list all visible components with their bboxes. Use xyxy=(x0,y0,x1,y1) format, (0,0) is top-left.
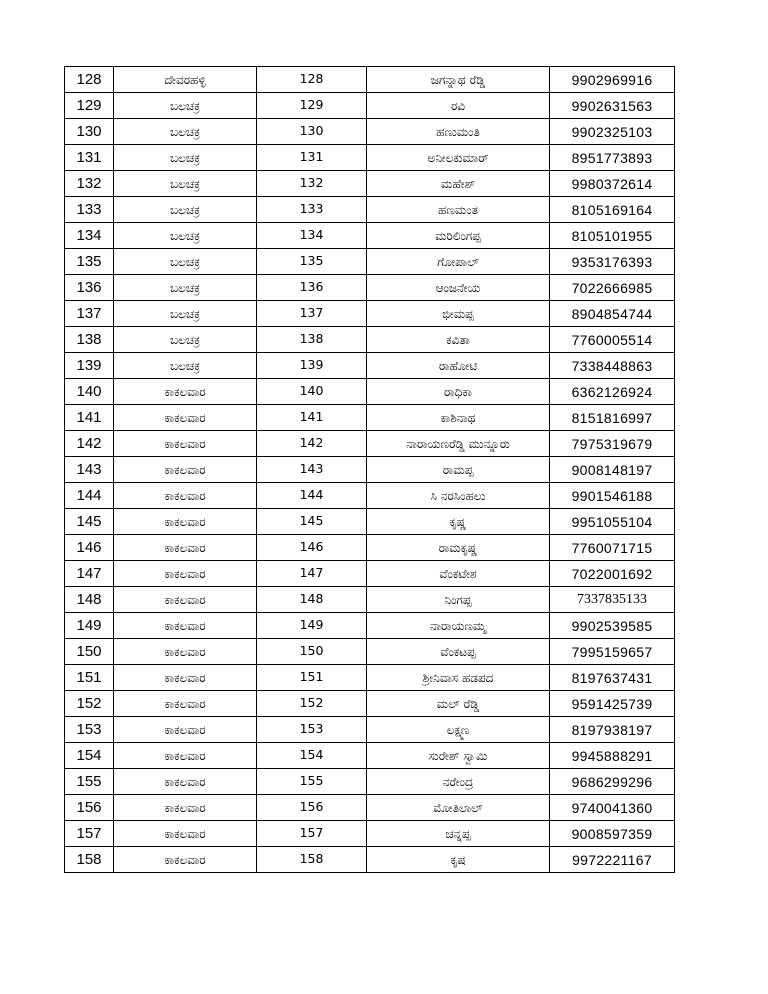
serial-number-cell: 136 xyxy=(65,275,114,301)
serial-number-cell: 128 xyxy=(65,67,114,93)
table-row xyxy=(65,665,675,691)
phone-number-cell: 9353176393 xyxy=(550,249,675,275)
serial-number-cell: 147 xyxy=(65,561,114,587)
table-row xyxy=(65,457,675,483)
village-cell: ಕಾಕಲವಾರ xyxy=(114,561,257,587)
village-cell: ಕಾಕಲವಾರ xyxy=(114,795,257,821)
person-name-cell: ಸಿ ನರಸಿಂಹಲು xyxy=(367,483,550,509)
entry-number-cell: 133 xyxy=(257,197,367,223)
entry-number-cell: 137 xyxy=(257,301,367,327)
serial-number-cell: 130 xyxy=(65,119,114,145)
table-row xyxy=(65,769,675,795)
table-row xyxy=(65,483,675,509)
village-cell: ಕಾಕಲವಾರ xyxy=(114,509,257,535)
person-name-cell: ನಾರಾಯಣಮ್ಮ xyxy=(367,613,550,639)
village-cell: ಬಲಚಕ್ರ xyxy=(114,145,257,171)
phone-number-cell: 8151816997 xyxy=(550,405,675,431)
table-row xyxy=(65,587,675,613)
serial-number-cell: 146 xyxy=(65,535,114,561)
table-row xyxy=(65,275,675,301)
village-cell: ಕಾಕಲವಾರ xyxy=(114,457,257,483)
serial-number-cell: 158 xyxy=(65,847,114,873)
phone-number-cell: 9740041360 xyxy=(550,795,675,821)
entry-number-cell: 144 xyxy=(257,483,367,509)
village-cell: ಕಾಕಲವಾರ xyxy=(114,483,257,509)
person-name-cell: ಜಗನ್ನಾಥ ರೆಡ್ಡಿ xyxy=(367,67,550,93)
village-cell: ಬಲಚಕ್ರ xyxy=(114,119,257,145)
table-row xyxy=(65,67,675,93)
serial-number-cell: 156 xyxy=(65,795,114,821)
entry-number-cell: 152 xyxy=(257,691,367,717)
table-row xyxy=(65,509,675,535)
person-name-cell: ಕವಿತಾ xyxy=(367,327,550,353)
person-name-cell: ಲಕ್ಷ್ಮಣ xyxy=(367,717,550,743)
village-cell: ಕಾಕಲವಾರ xyxy=(114,535,257,561)
table-row xyxy=(65,327,675,353)
entry-number-cell: 148 xyxy=(257,587,367,613)
table-row xyxy=(65,93,675,119)
person-name-cell: ರವಿ xyxy=(367,93,550,119)
phone-number-cell: 9902325103 xyxy=(550,119,675,145)
entry-number-cell: 151 xyxy=(257,665,367,691)
phone-number-cell: 7022001692 xyxy=(550,561,675,587)
phone-number-cell: 9951055104 xyxy=(550,509,675,535)
person-name-cell: ಮೋತಿಲಾಲ್ xyxy=(367,795,550,821)
entry-number-cell: 132 xyxy=(257,171,367,197)
person-name-cell: ಶ್ರೀನಿವಾಸ ಹಡಪದ xyxy=(367,665,550,691)
phone-number-cell: 9901546188 xyxy=(550,483,675,509)
phone-number-cell: 9008597359 xyxy=(550,821,675,847)
table-row xyxy=(65,561,675,587)
serial-number-cell: 134 xyxy=(65,223,114,249)
person-name-cell: ಚನ್ನಪ್ಪ xyxy=(367,821,550,847)
village-cell: ಬಲಚಕ್ರ xyxy=(114,301,257,327)
person-name-cell: ರಾಮಪ್ಪ xyxy=(367,457,550,483)
beneficiary-table xyxy=(64,66,675,873)
entry-number-cell: 138 xyxy=(257,327,367,353)
phone-number-cell: 9972221167 xyxy=(550,847,675,873)
table-row xyxy=(65,847,675,873)
serial-number-cell: 148 xyxy=(65,587,114,613)
table-row xyxy=(65,379,675,405)
person-name-cell: ರಾಮಕೃಷ್ಣ xyxy=(367,535,550,561)
village-cell: ಬಲಚಕ್ರ xyxy=(114,197,257,223)
table-row xyxy=(65,691,675,717)
entry-number-cell: 140 xyxy=(257,379,367,405)
table-row xyxy=(65,431,675,457)
person-name-cell: ವೆಂಕಟೇಶ xyxy=(367,561,550,587)
entry-number-cell: 149 xyxy=(257,613,367,639)
village-cell: ಕಾಕಲವಾರ xyxy=(114,613,257,639)
person-name-cell: ನರೇಂದ್ರ xyxy=(367,769,550,795)
serial-number-cell: 149 xyxy=(65,613,114,639)
phone-number-cell: 7022666985 xyxy=(550,275,675,301)
serial-number-cell: 139 xyxy=(65,353,114,379)
table-row xyxy=(65,535,675,561)
entry-number-cell: 134 xyxy=(257,223,367,249)
serial-number-cell: 138 xyxy=(65,327,114,353)
village-cell: ಕಾಕಲವಾರ xyxy=(114,743,257,769)
village-cell: ಬಲಚಕ್ರ xyxy=(114,93,257,119)
entry-number-cell: 154 xyxy=(257,743,367,769)
table-row xyxy=(65,145,675,171)
phone-number-cell: 8105169164 xyxy=(550,197,675,223)
person-name-cell: ನಾರಾಯಣರೆಡ್ಡಿ ಮುನ್ನೂರು xyxy=(367,431,550,457)
village-cell: ಬಲಚಕ್ರ xyxy=(114,327,257,353)
phone-number-cell: 8951773893 xyxy=(550,145,675,171)
phone-number-cell: 8197938197 xyxy=(550,717,675,743)
serial-number-cell: 135 xyxy=(65,249,114,275)
person-name-cell: ಗೋಪಾಲ್ xyxy=(367,249,550,275)
entry-number-cell: 158 xyxy=(257,847,367,873)
phone-number-cell: 9945888291 xyxy=(550,743,675,769)
entry-number-cell: 143 xyxy=(257,457,367,483)
serial-number-cell: 141 xyxy=(65,405,114,431)
table-row xyxy=(65,613,675,639)
serial-number-cell: 140 xyxy=(65,379,114,405)
table-row xyxy=(65,301,675,327)
serial-number-cell: 157 xyxy=(65,821,114,847)
person-name-cell: ಹಣುಮಂತಿ xyxy=(367,119,550,145)
village-cell: ಬಲಚಕ್ರ xyxy=(114,171,257,197)
person-name-cell: ರಾಧಿಕಾ xyxy=(367,379,550,405)
entry-number-cell: 150 xyxy=(257,639,367,665)
serial-number-cell: 129 xyxy=(65,93,114,119)
table-row xyxy=(65,223,675,249)
serial-number-cell: 151 xyxy=(65,665,114,691)
village-cell: ಕಾಕಲವಾರ xyxy=(114,379,257,405)
entry-number-cell: 156 xyxy=(257,795,367,821)
phone-number-cell: 9902631563 xyxy=(550,93,675,119)
serial-number-cell: 143 xyxy=(65,457,114,483)
entry-number-cell: 157 xyxy=(257,821,367,847)
village-cell: ಕಾಕಲವಾರ xyxy=(114,431,257,457)
serial-number-cell: 137 xyxy=(65,301,114,327)
entry-number-cell: 145 xyxy=(257,509,367,535)
serial-number-cell: 155 xyxy=(65,769,114,795)
village-cell: ಬಲಚಕ್ರ xyxy=(114,275,257,301)
entry-number-cell: 155 xyxy=(257,769,367,795)
village-cell: ಕಾಕಲವಾರ xyxy=(114,691,257,717)
person-name-cell: ಸುರೇಶ್ ಸ್ವಾಮಿ xyxy=(367,743,550,769)
entry-number-cell: 139 xyxy=(257,353,367,379)
person-name-cell: ಮಹೇಶ್ xyxy=(367,171,550,197)
person-name-cell: ಅನೀಲಕುಮಾರ್ xyxy=(367,145,550,171)
serial-number-cell: 132 xyxy=(65,171,114,197)
person-name-cell: ನಿಂಗಪ್ಪ xyxy=(367,587,550,613)
serial-number-cell: 145 xyxy=(65,509,114,535)
phone-number-cell: 7760005514 xyxy=(550,327,675,353)
table-row xyxy=(65,405,675,431)
village-cell: ಕಾಕಲವಾರ xyxy=(114,717,257,743)
phone-number-cell: 9008148197 xyxy=(550,457,675,483)
entry-number-cell: 146 xyxy=(257,535,367,561)
village-cell: ಕಾಕಲವಾರ xyxy=(114,639,257,665)
entry-number-cell: 130 xyxy=(257,119,367,145)
table-row xyxy=(65,717,675,743)
entry-number-cell: 136 xyxy=(257,275,367,301)
village-cell: ದೇವರಹಳ್ಳಿ xyxy=(114,67,257,93)
phone-number-cell: 7337835133 xyxy=(550,587,675,613)
phone-number-cell: 8197637431 xyxy=(550,665,675,691)
entry-number-cell: 135 xyxy=(257,249,367,275)
table-row xyxy=(65,353,675,379)
village-cell: ಬಲಚಕ್ರ xyxy=(114,249,257,275)
entry-number-cell: 128 xyxy=(257,67,367,93)
phone-number-cell: 9686299296 xyxy=(550,769,675,795)
phone-number-cell: 6362126924 xyxy=(550,379,675,405)
person-name-cell: ಕೃಷ್ಣ xyxy=(367,509,550,535)
village-cell: ಕಾಕಲವಾರ xyxy=(114,821,257,847)
phone-number-cell: 9902539585 xyxy=(550,613,675,639)
entry-number-cell: 129 xyxy=(257,93,367,119)
phone-number-cell: 9902969916 xyxy=(550,67,675,93)
person-name-cell: ಮರಿಲಿಂಗಪ್ಪ xyxy=(367,223,550,249)
serial-number-cell: 142 xyxy=(65,431,114,457)
table-row xyxy=(65,171,675,197)
village-cell: ಕಾಕಲವಾರ xyxy=(114,769,257,795)
village-cell: ಕಾಕಲವಾರ xyxy=(114,405,257,431)
table-row xyxy=(65,821,675,847)
table-row xyxy=(65,119,675,145)
table-row xyxy=(65,639,675,665)
serial-number-cell: 131 xyxy=(65,145,114,171)
village-cell: ಬಲಚಕ್ರ xyxy=(114,353,257,379)
person-name-cell: ಭೀಮಪ್ಪ xyxy=(367,301,550,327)
phone-number-cell: 8904854744 xyxy=(550,301,675,327)
entry-number-cell: 141 xyxy=(257,405,367,431)
phone-number-cell: 7995159657 xyxy=(550,639,675,665)
village-cell: ಬಲಚಕ್ರ xyxy=(114,223,257,249)
village-cell: ಕಾಕಲವಾರ xyxy=(114,847,257,873)
village-cell: ಕಾಕಲವಾರ xyxy=(114,587,257,613)
entry-number-cell: 147 xyxy=(257,561,367,587)
table-body xyxy=(65,67,675,873)
serial-number-cell: 154 xyxy=(65,743,114,769)
phone-number-cell: 7760071715 xyxy=(550,535,675,561)
person-name-cell: ಹಣಮಂತ xyxy=(367,197,550,223)
table-row xyxy=(65,795,675,821)
entry-number-cell: 153 xyxy=(257,717,367,743)
serial-number-cell: 133 xyxy=(65,197,114,223)
person-name-cell: ಆಂಜನೇಯ xyxy=(367,275,550,301)
person-name-cell: ಮಲ್ ರೆಡ್ಡಿ xyxy=(367,691,550,717)
entry-number-cell: 131 xyxy=(257,145,367,171)
table-row xyxy=(65,249,675,275)
phone-number-cell: 9591425739 xyxy=(550,691,675,717)
phone-number-cell: 7338448863 xyxy=(550,353,675,379)
serial-number-cell: 144 xyxy=(65,483,114,509)
entry-number-cell: 142 xyxy=(257,431,367,457)
phone-number-cell: 9980372614 xyxy=(550,171,675,197)
person-name-cell: ಕೃಷ xyxy=(367,847,550,873)
serial-number-cell: 153 xyxy=(65,717,114,743)
person-name-cell: ಕಾಶಿನಾಥ xyxy=(367,405,550,431)
table-row xyxy=(65,197,675,223)
village-cell: ಕಾಕಲವಾರ xyxy=(114,665,257,691)
person-name-cell: ವೆಂಕಟಪ್ಪ xyxy=(367,639,550,665)
serial-number-cell: 150 xyxy=(65,639,114,665)
table-row xyxy=(65,743,675,769)
serial-number-cell: 152 xyxy=(65,691,114,717)
person-name-cell: ರಾಹೋಟಿ xyxy=(367,353,550,379)
phone-number-cell: 8105101955 xyxy=(550,223,675,249)
phone-number-cell: 7975319679 xyxy=(550,431,675,457)
